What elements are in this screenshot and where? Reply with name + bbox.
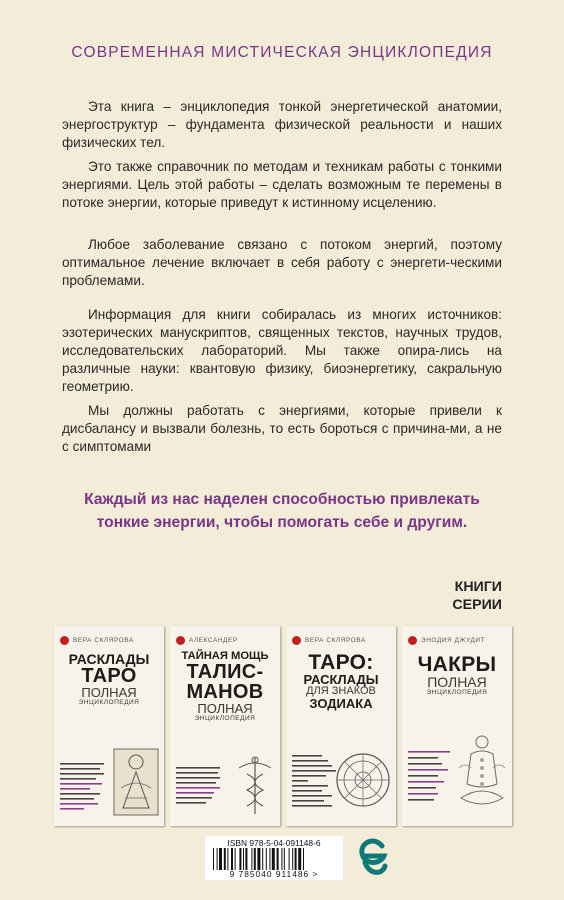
series-heading-line-2: СЕРИИ <box>452 597 502 613</box>
book-title-line: ТАЙНАЯ МОЩЬ <box>181 650 269 662</box>
barcode <box>205 836 343 880</box>
book-subtitle: ЭНЦИКЛОПЕДИЯ <box>78 699 140 706</box>
book-blurb-decoration <box>60 763 110 812</box>
book-author: ВЕРА СКЛЯРОВА <box>305 636 366 644</box>
book-title-line: РАСКЛАДЫ <box>303 672 379 687</box>
isbn-text: ISBN 978-5-04-091148-6 <box>227 838 321 848</box>
book-title-line: ДЛЯ ЗНАКОВ <box>306 685 376 697</box>
paragraph-1: Эта книга – энциклопедия тонкой энергетической анатомии, энергоструктур – фундамента физической реальности и наших физических тел. <box>62 99 502 150</box>
book-title-line: ТАРО: <box>308 651 374 674</box>
paragraph-5: Мы должны работать с энергиями, которые привели к дисбалансу и вызвали болезнь, то есть бороться с причина-ми, а не с симптомами <box>62 403 502 454</box>
publisher-logo-icon <box>358 836 388 878</box>
book-title-line: МАНОВ <box>186 681 264 704</box>
caduceus-illustration-icon <box>235 754 275 816</box>
barcode-bars-icon <box>213 848 335 870</box>
book-cover-talismans[interactable] <box>170 626 280 826</box>
tarot-card-illustration-icon <box>113 748 159 816</box>
zodiac-wheel-illustration-icon <box>335 752 391 808</box>
book-author: ВЕРА СКЛЯРОВА <box>73 636 134 644</box>
text-lines-decoration-icon <box>176 767 224 811</box>
book-cover-tarot-zodiac[interactable] <box>286 626 396 826</box>
book-subtitle: ЭНЦИКЛОПЕДИЯ <box>426 689 488 696</box>
book-title-line: ТАРО <box>81 665 137 687</box>
highlight-quote <box>0 488 564 534</box>
book-blurb-decoration <box>408 751 458 812</box>
paragraph-4: Информация для книги собиралась из многих источников: эзотерических манускриптов, священных текстов, научных трудов, исследовательских лабораторий. Мы также опира-лись на различные науки: квантовую физику, биоэнергетику, сакральную геометрию. <box>62 307 502 394</box>
series-books-heading <box>452 578 502 614</box>
publisher-mark-icon <box>408 636 417 645</box>
book-title-line: ЗОДИАКА <box>309 696 373 711</box>
paragraph-2: Это также справочник по методам и техникам работы с тонкими энергиями. Цель этой работы – сделать возможным те перемены в потоке энергии, которые приведут к истинному исцелению. <box>62 159 502 210</box>
book-title-line: ПОЛНАЯ <box>427 674 487 690</box>
book-title-line: ТАЛИС- <box>186 661 264 684</box>
text-lines-decoration-icon <box>292 755 340 811</box>
text-lines-decoration-icon <box>408 751 454 811</box>
series-heading-line-1: КНИГИ <box>454 579 502 595</box>
book-author: ЭНОДИЯ ДЖУДИТ <box>421 636 486 644</box>
text-lines-decoration-icon <box>60 763 106 811</box>
publisher-mark-icon <box>60 636 69 645</box>
paragraph-3: Любое заболевание связано с потоком энергий, поэтому оптимальное лечение включает в себя работу с энергети-ческими проблемами. <box>62 237 502 288</box>
book-title-line: ПОЛНАЯ <box>81 685 137 700</box>
publisher-mark-icon <box>176 636 185 645</box>
book-title-line: ЧАКРЫ <box>417 653 497 676</box>
book-author: АЛЕКСАНДЕР <box>189 636 238 644</box>
book-cover-tarot-spreads[interactable] <box>54 626 164 826</box>
book-subtitle: ЭНЦИКЛОПЕДИЯ <box>194 715 256 723</box>
series-header: СОВРЕМЕННАЯ МИСТИЧЕСКАЯ ЭНЦИКЛОПЕДИЯ <box>71 44 493 61</box>
book-blurb-decoration <box>176 767 226 812</box>
quote-text: Каждый из нас наделен способностью привлекать тонкие энергии, чтобы помогать себе и другим. <box>84 491 480 531</box>
book-cover-chakras[interactable] <box>402 626 512 826</box>
publisher-mark-icon <box>292 636 301 645</box>
barcode-number: 9 785040 911486 > <box>229 869 319 879</box>
book-title-line: РАСКЛАДЫ <box>68 651 150 667</box>
meditating-figure-illustration-icon <box>457 732 507 816</box>
book-title-line: ПОЛНАЯ <box>197 701 253 717</box>
series-books <box>54 626 514 826</box>
